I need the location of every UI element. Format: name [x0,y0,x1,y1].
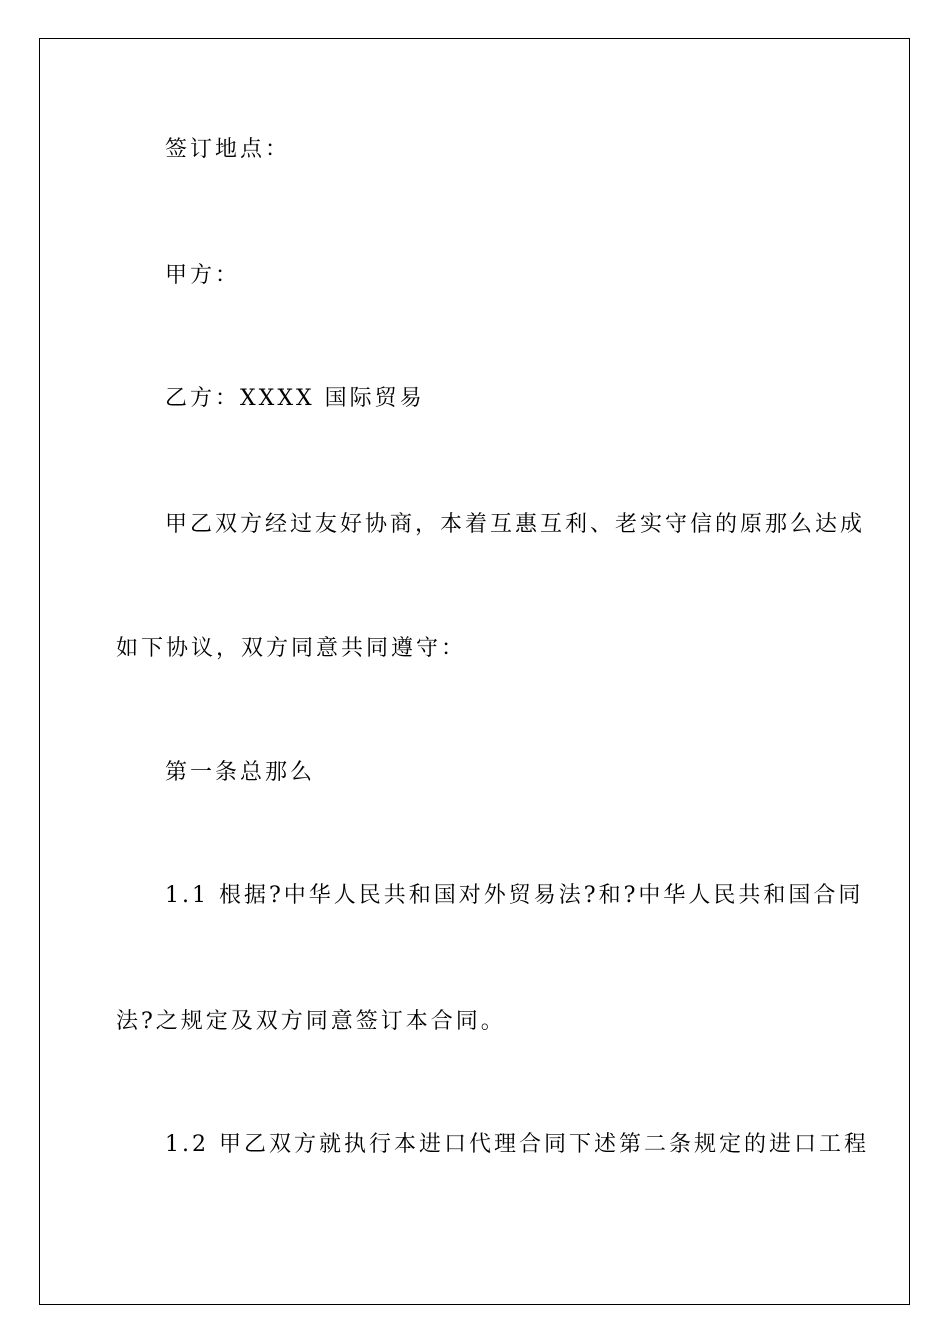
page-border [39,38,910,1305]
article-1-heading: 第一条总那么 [165,760,316,785]
clause-1-2-line-1: 1.2 甲乙双方就执行本进口代理合同下述第二条规定的进口工程 [165,1132,869,1157]
preamble-line-1: 甲乙双方经过友好协商，本着互惠互利、老实守信的原那么达成 [165,512,866,537]
preamble-line-2: 如下协议，双方同意共同遵守： [116,636,467,661]
clause-1-1-line-1: 1.1 根据?中华人民共和国对外贸易法?和?中华人民共和国合同 [165,883,864,908]
party-b-line: 乙方：XXXX 国际贸易 [165,386,425,411]
party-a-line: 甲方： [165,263,241,288]
clause-1-1-line-2: 法?之规定及双方同意签订本合同。 [116,1009,506,1034]
signing-place-line: 签订地点： [165,137,291,162]
